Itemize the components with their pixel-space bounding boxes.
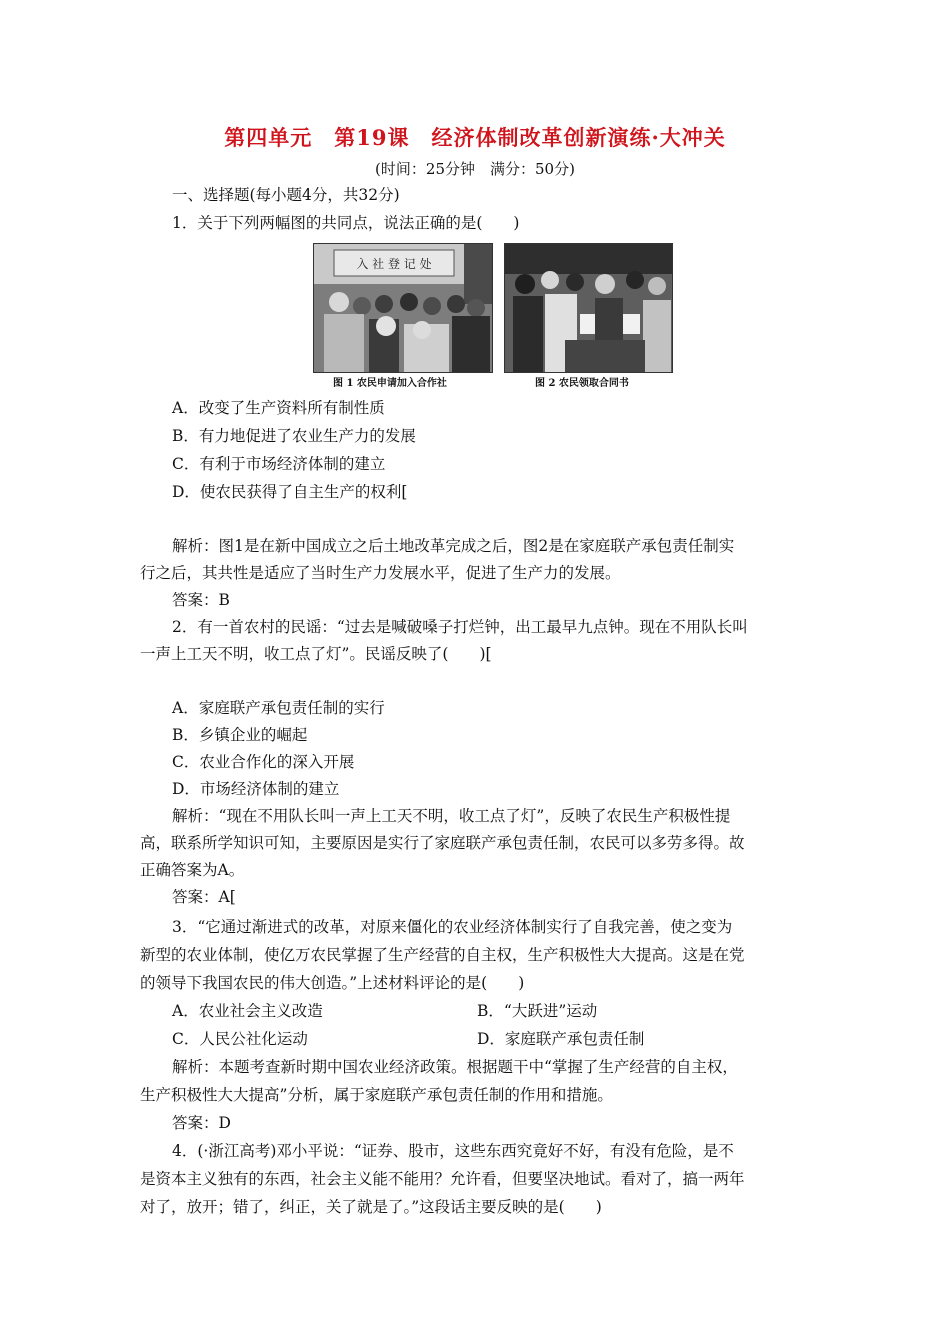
q1-analysis-line-2: 行之后，其共性是适应了当时生产力发展水平，促进了生产力的发展。 xyxy=(140,564,621,582)
figure-2-photo xyxy=(504,243,673,373)
q4-stem-line-3: 对了，放开；错了，纠正，关了就是了。”这段话主要反映的是( ) xyxy=(140,1198,602,1216)
exam-time-info: (时间：25分钟 满分：50分) xyxy=(375,160,575,178)
q2-option-b: B．乡镇企业的崛起 xyxy=(172,726,308,744)
figure-1-photo xyxy=(313,243,493,373)
q1-answer: 答案：B xyxy=(172,591,230,609)
q3-stem-line-3: 的领导下我国农民的伟大创造。”上述材料评论的是( ) xyxy=(140,974,525,992)
figure-2-illustration xyxy=(505,244,672,372)
q2-option-a: A．家庭联产承包责任制的实行 xyxy=(172,699,385,717)
q3-analysis-line-2: 生产积极性大大提高”分析，属于家庭联产承包责任制的作用和措施。 xyxy=(140,1086,613,1104)
page-title: 第四单元 第19课 经济体制改革创新演练·大冲关 xyxy=(224,125,726,150)
figure-1-caption: 图 1 农民申请加入合作社 xyxy=(333,378,447,389)
q2-option-d: D．市场经济体制的建立 xyxy=(172,780,340,798)
q4-stem-line-1: 4．(·浙江高考)邓小平说：“证券、股市，这些东西究竟好不好，有没有危险，是不 xyxy=(172,1142,734,1160)
q3-option-b: B．“大跃进”运动 xyxy=(477,1002,598,1020)
q1-analysis-line-1: 解析：图1是在新中国成立之后土地改革完成之后，图2是在家庭联产承包责任制实 xyxy=(172,537,735,555)
q4-stem-line-2: 是资本主义独有的东西，社会主义能不能用？允许看，但要坚决地试。看对了，搞一两年 xyxy=(140,1170,745,1188)
q3-option-a: A．农业社会主义改造 xyxy=(172,1002,323,1020)
q2-option-c: C．农业合作化的深入开展 xyxy=(172,753,355,771)
q1-option-a: A．改变了生产资料所有制性质 xyxy=(172,399,385,417)
q3-analysis-line-1: 解析：本题考查新时期中国农业经济政策。根据题干中“掌握了生产经营的自主权， xyxy=(172,1058,738,1076)
q2-stem-line-1: 2．有一首农村的民谣：“过去是喊破嗓子打烂钟，出工最早九点钟。现在不用队长叫 xyxy=(172,618,748,636)
q3-answer: 答案：D xyxy=(172,1114,231,1132)
q3-stem-line-2: 新型的农业体制，使亿万农民掌握了生产经营的自主权，生产积极性大大提高。这是在党 xyxy=(140,946,745,964)
q1-option-d: D．使农民获得了自主生产的权利[ xyxy=(172,483,408,501)
q3-option-d: D．家庭联产承包责任制 xyxy=(477,1030,645,1048)
q3-option-c: C．人民公社化运动 xyxy=(172,1030,308,1048)
question-1-stem: 1．关于下列两幅图的共同点，说法正确的是( ) xyxy=(172,214,520,232)
q2-answer: 答案：A[ xyxy=(172,888,236,906)
figure-2-caption: 图 2 农民领取合同书 xyxy=(535,378,629,389)
q3-stem-line-1: 3．“它通过渐进式的改革，对原来僵化的农业经济体制实行了自我完善，使之变为 xyxy=(172,918,733,936)
q1-option-c: C．有利于市场经济体制的建立 xyxy=(172,455,386,473)
q2-analysis-line-3: 正确答案为A。 xyxy=(140,861,245,879)
figure-1-sign-text: 入 社 登 记 处 xyxy=(356,257,432,271)
q1-option-b: B．有力地促进了农业生产力的发展 xyxy=(172,427,416,445)
q2-stem-line-2: 一声上工天不明，收工点了灯”。民谣反映了( )[ xyxy=(140,645,492,663)
q2-analysis-line-1: 解析：“现在不用队长叫一声上工天不明，收工点了灯”，反映了农民生产积极性提 xyxy=(172,807,731,825)
section-heading: 一、选择题(每小题4分，共32分) xyxy=(172,186,400,204)
figure-1-illustration xyxy=(314,244,492,372)
q2-analysis-line-2: 高，联系所学知识可知，主要原因是实行了家庭联产承包责任制，农民可以多劳多得。故 xyxy=(140,834,745,852)
